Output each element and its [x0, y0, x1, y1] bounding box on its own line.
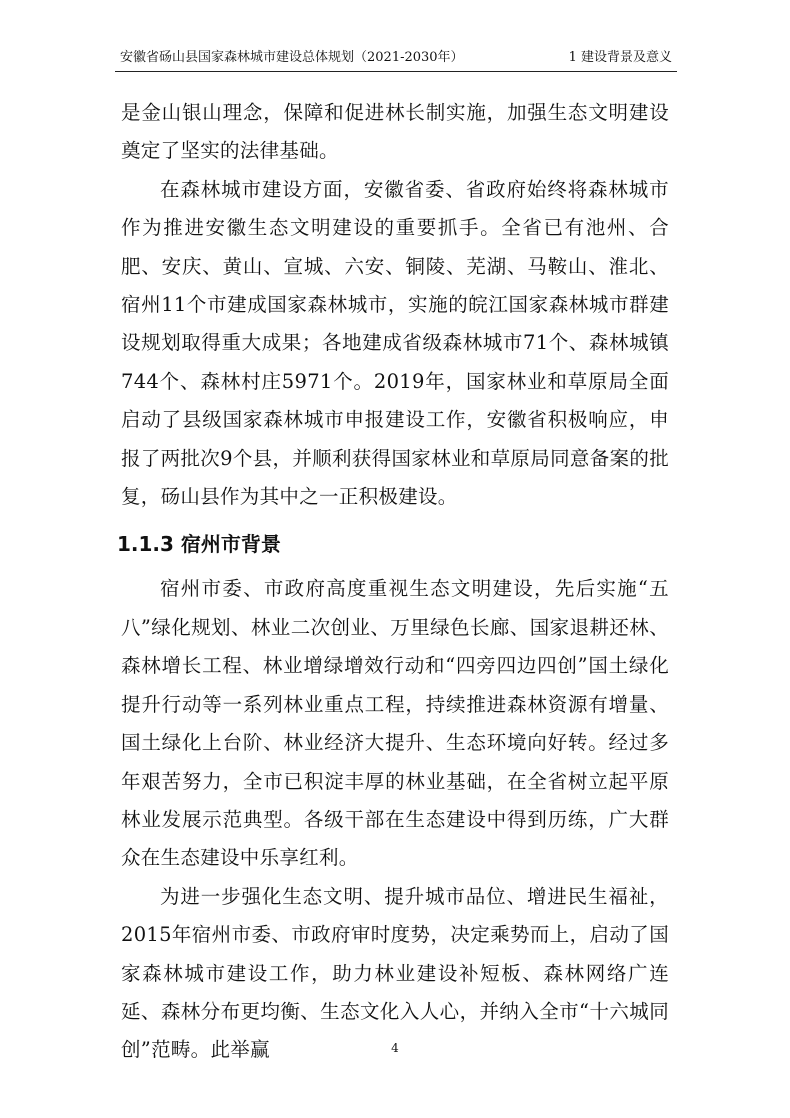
- paragraph-suzhou-initiative: 为进一步强化生态文明、提升城市品位、增进民生福祉，2015年宿州市委、市政府审时度势，决定乘势而上，启动了国家森林城市建设工作，助力林业建设补短板、森林网络广连延、森林分布更均衡、生态文化入人心，并纳入全市“十六城同创”范畴。此举赢: [121, 884, 669, 1062]
- section-heading: 1.1.3 宿州市背景: [117, 532, 281, 557]
- running-header: [115, 47, 677, 69]
- paragraph-forest-city-anhui: 在森林城市建设方面，安徽省委、省政府始终将森林城市作为推进安徽生态文明建设的重要抓手。全省已有池州、合肥、安庆、黄山、宣城、六安、铜陵、芜湖、马鞍山、淮北、宿州11个市建成国家森林城市，实施的皖江国家森林城市群建设规划取得重大成果；各地建成省级森林城市71个、森林城镇744个、森林村庄5971个。2019年，国家林业和草原局全面启动了县级国家森林城市申报建设工作，安徽省积极响应，申报了两批次9个县，并顺利获得国家林业和草原局同意备案的批复，砀山县作为其中之一正积极建设。: [121, 177, 669, 509]
- paragraph-suzhou-background: 宿州市委、市政府高度重视生态文明建设，先后实施“五八”绿化规划、林业二次创业、万里绿色长廊、国家退耕还林、森林增长工程、林业增绿增效行动和“四旁四边四创”国土绿化提升行动等一系列林业重点工程，持续推进森林资源有增量、国土绿化上台阶、林业经济大提升、生态环境向好转。经过多年艰苦努力，全市已积淀丰厚的林业基础，在全省树立起平原林业发展示范典型。各级干部在生态建设中得到历练，广大群众在生态建设中乐享红利。: [121, 577, 669, 870]
- page-body: [117, 94, 669, 1070]
- header-document-title: 安徽省砀山县国家森林城市建设总体规划（2021-2030年）: [120, 50, 464, 65]
- header-chapter-title: 1 建设背景及意义: [568, 50, 672, 65]
- page-number: 4: [391, 1041, 399, 1055]
- header-rule: [115, 71, 677, 72]
- paragraph-continued: 是金山银山理念，保障和促进林长制实施，加强生态文明建设奠定了坚实的法律基础。: [121, 101, 669, 163]
